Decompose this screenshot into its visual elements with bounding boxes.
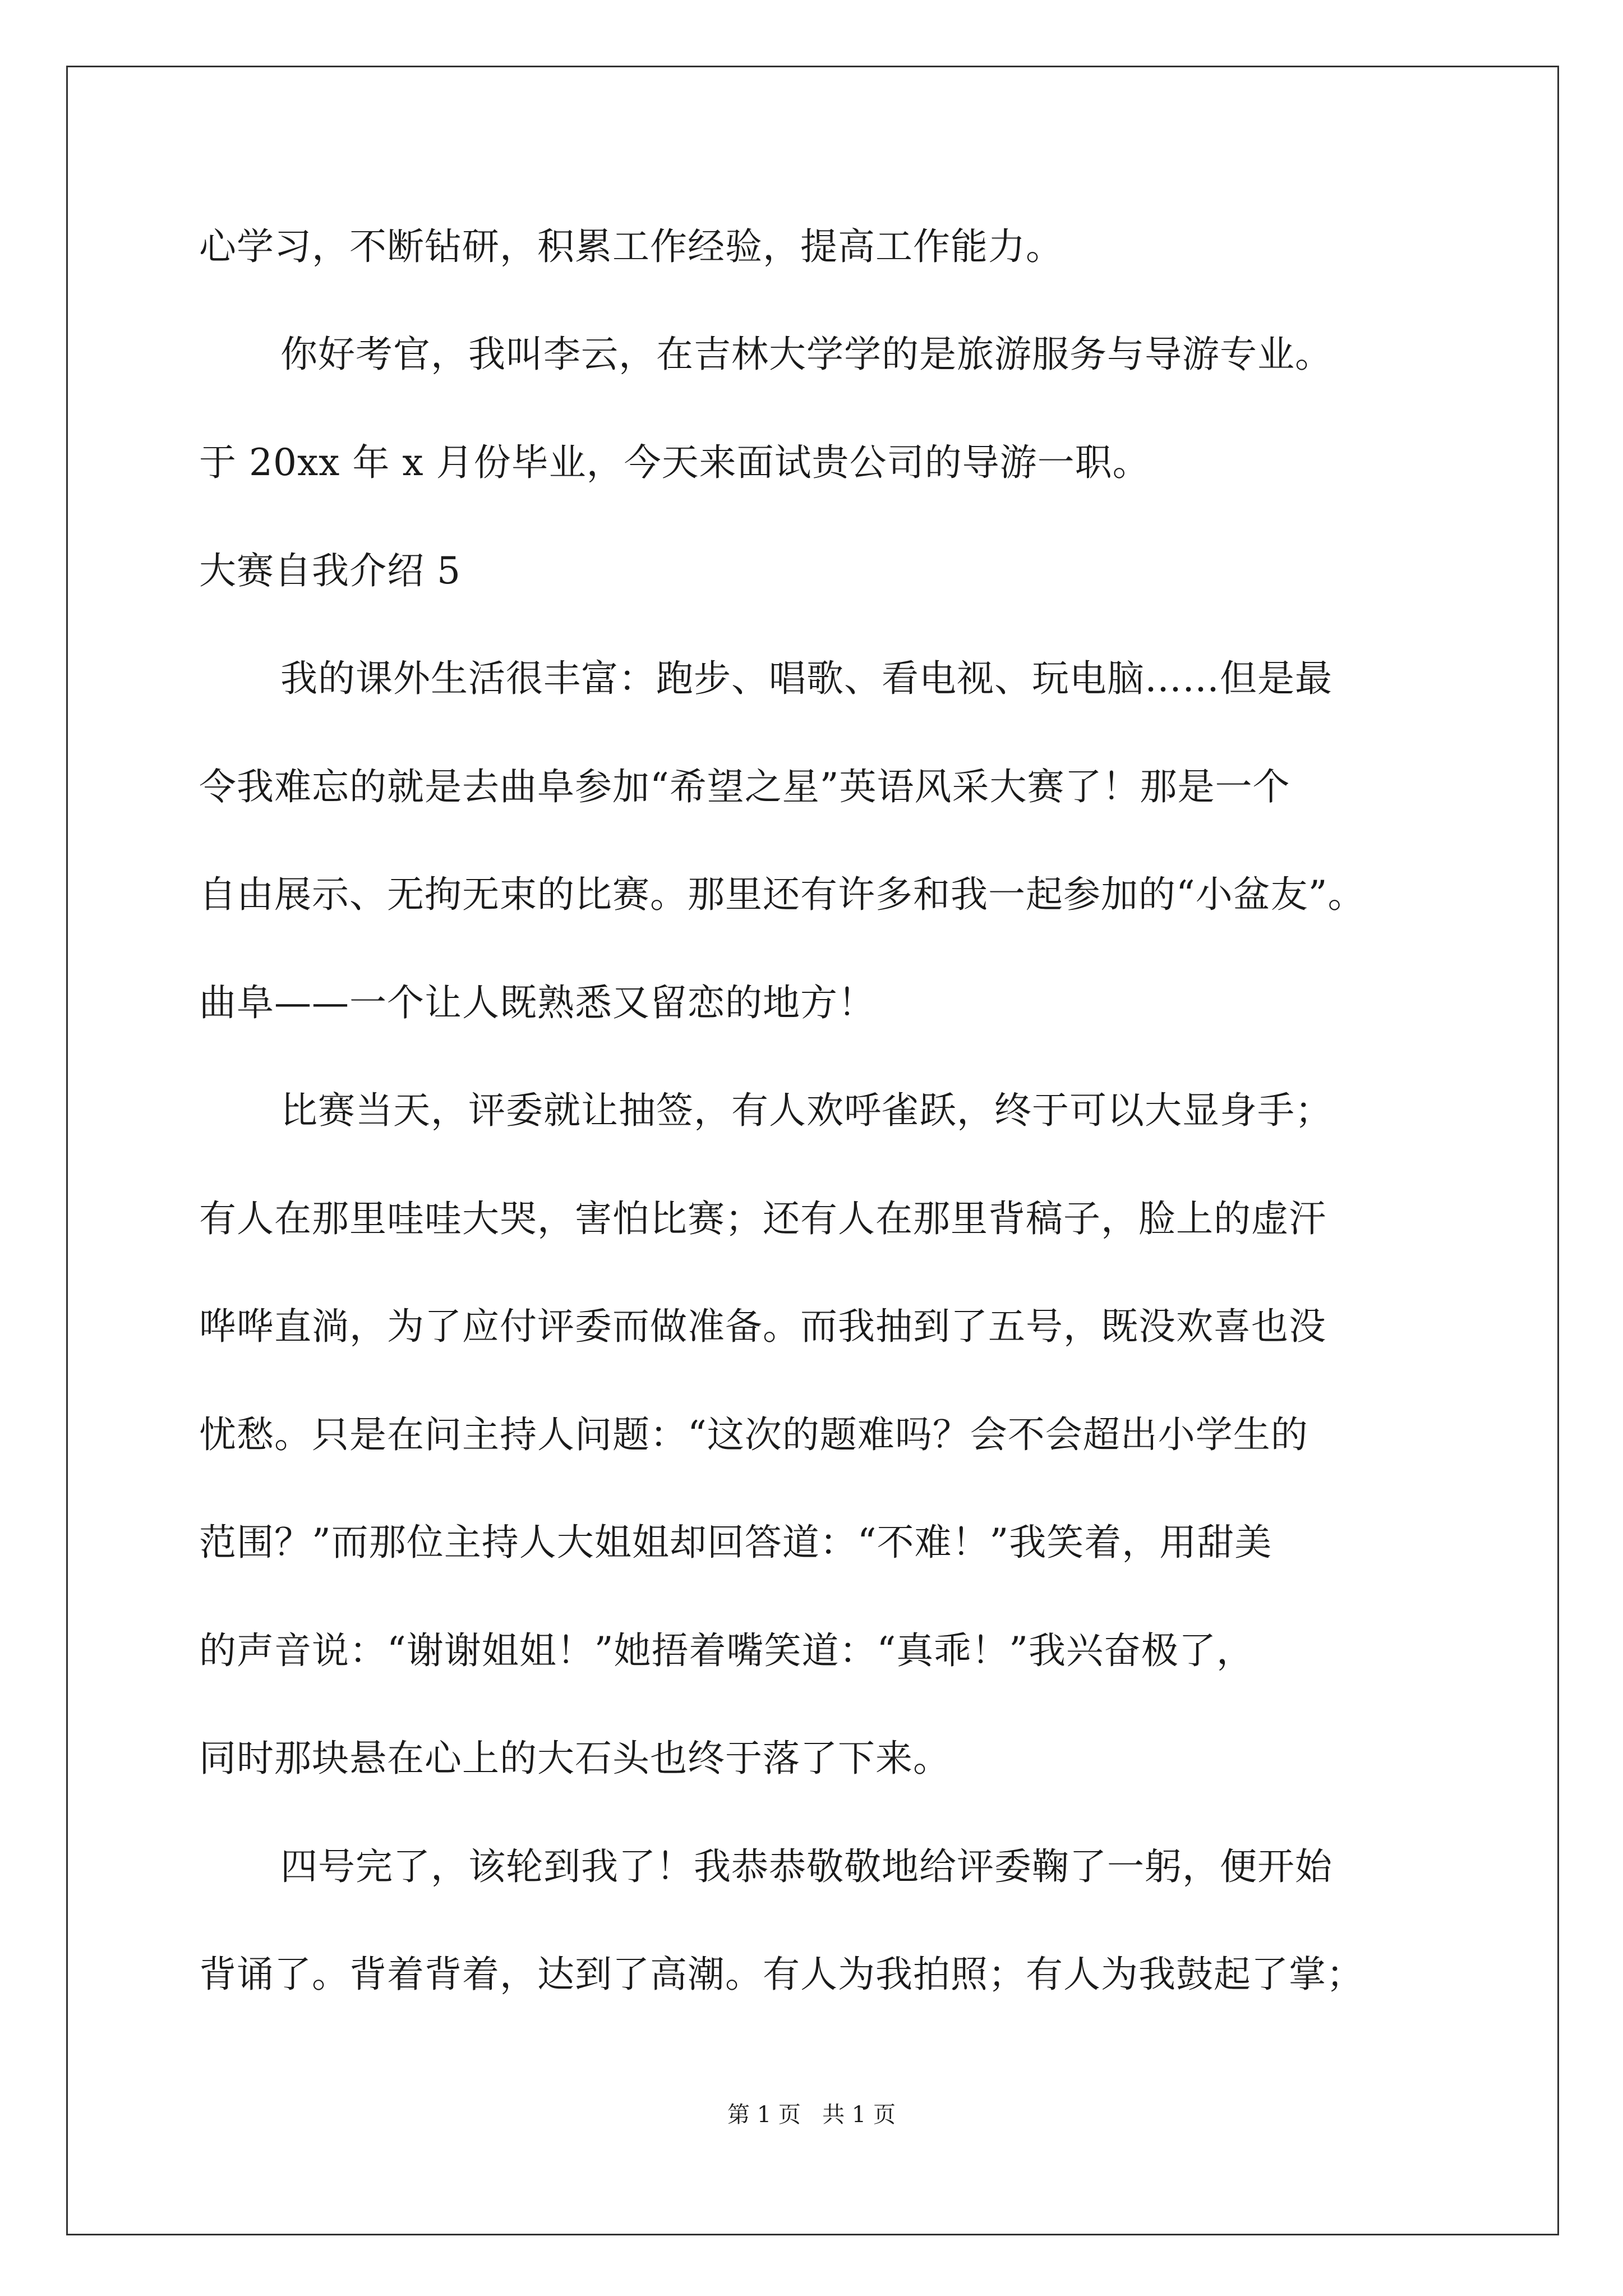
body-text-line: 我的课外生活很丰富：跑步、唱歌、看电视、玩电脑……但是最 — [280, 657, 1332, 700]
body-text-line: 的声音说：“谢谢姐姐！”她捂着嘴笑道：“真乖！”我兴奋极了， — [199, 1629, 1254, 1672]
page-footer: 第 1 页 共 1 页 — [727, 2102, 896, 2128]
body-text-line: 比赛当天，评委就让抽签，有人欢呼雀跃，终于可以大显身手； — [280, 1089, 1332, 1132]
body-text-line: 你好考官，我叫李云，在吉林大学学的是旅游服务与导游专业。 — [280, 333, 1332, 376]
body-text-line: 范围？”而那位主持人大姐姐却回答道：“不难！”我笑着，用甜美 — [199, 1521, 1272, 1564]
body-text-line: 于 20xx 年 x 月份毕业，今天来面试贵公司的导游一职。 — [199, 441, 1150, 484]
body-text-line: 同时那块悬在心上的大石头也终于落了下来。 — [199, 1737, 951, 1780]
body-text-line: 有人在那里哇哇大哭，害怕比赛；还有人在那里背稿子，脸上的虚汗 — [199, 1197, 1326, 1240]
body-text-line: 背诵了。背着背着，达到了高潮。有人为我拍照；有人为我鼓起了掌； — [199, 1953, 1364, 1996]
body-text-line: 心学习，不断钻研，积累工作经验，提高工作能力。 — [199, 225, 1063, 268]
section-heading: 大赛自我介绍 5 — [199, 549, 461, 592]
body-text-line: 令我难忘的就是去曲阜参加“希望之星”英语风采大赛了！那是一个 — [199, 765, 1290, 808]
body-text-line: 曲阜——一个让人既熟悉又留恋的地方！ — [199, 981, 875, 1024]
body-text-line: 自由展示、无拘无束的比赛。那里还有许多和我一起参加的“小盆友”。 — [199, 873, 1366, 916]
body-text-line: 哗哗直淌，为了应付评委而做准备。而我抽到了五号，既没欢喜也没 — [199, 1305, 1326, 1348]
page-border — [66, 66, 1559, 2235]
body-text-line: 四号完了，该轮到我了！我恭恭敬敬地给评委鞠了一躬，便开始 — [280, 1845, 1332, 1888]
body-text-line: 忧愁。只是在问主持人问题：“这次的题难吗？会不会超出小学生的 — [199, 1413, 1308, 1456]
